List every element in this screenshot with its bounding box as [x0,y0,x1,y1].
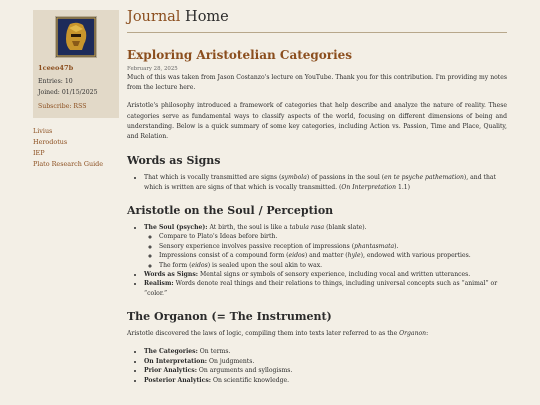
section-heading-soul-perception: Aristotle on the Soul / Perception [127,204,334,218]
signs-list [127,173,507,192]
organon-list [127,347,507,385]
list-item: • That which is vocally transmitted are signs (symbola) of passions in the soul (en te psyche pathemation), and that which is written are signs of that which is vocally transmitted. (On Interpretation 1.1) [144,173,507,192]
list-item: ◦ The form (eidos) is sealed upon the soul akin to wax. [159,261,507,270]
soul-sublist [144,232,507,270]
post-intro: Much of this was taken from Jason Costanzo's lecture on YouTube. Thank you for this contribution. I'm providing my notes from the lecture here. [127,74,507,92]
sidebar [33,10,119,171]
list-item: • On Interpretation: On judgments. [144,357,507,366]
list-item: • Prior Analytics: On arguments and syllogisms. [144,366,507,375]
entries-count: Entries: 10 [38,78,73,85]
list-item: ◦ Sensory experience involves passive reception of impressions (phantasmata). [159,242,507,251]
username[interactable]: 1ceeo47b [38,64,74,72]
link-herodotus[interactable]: Herodotus [33,138,68,146]
section-heading-organon: The Organon (= The Instrument) [127,310,332,324]
site-title[interactable] [127,9,507,33]
list-item: • Posterior Analytics: On scientific knowledge. [144,376,507,385]
avatar[interactable] [55,16,97,58]
site-brand: Journal [127,9,181,25]
post-date: February 28, 2025 [127,66,178,72]
site-title-rest: Home [180,9,229,25]
sidebar-links [33,127,119,169]
soul-list [127,223,507,298]
link-iep[interactable]: IEP [33,149,45,157]
subscribe-rss-link[interactable]: Subscribe: RSS [38,103,87,110]
list-item: • The Soul (psyche): At birth, the soul is like a tabula rasa (blank slate). ◦ Compare to Plato's Ideas before birth. ◦ Sensory experience involves passive reception of impressions (phantasmata). ◦ Impressions consist of a compound form (eidos) and matter (hyle), endowed with various properties. ◦ The form (eidos) is sealed upon the soul akin to wax. [144,223,507,270]
link-plato-research-guide[interactable]: Plato Research Guide [33,160,103,168]
joined-date: Joined: 01/15/2025 [38,89,98,96]
list-item: ◦ Impressions consist of a compound form (eidos) and matter (hyle), endowed with various properties. [159,251,507,260]
post-summary: Aristotle's philosophy introduced a framework of categories that help describe and analyze the nature of reality. These categories serve as fundamental ways to classify aspects of the world, focusing on different dimensions of being and understanding. Below is a quick summary of some key categories, including Action vs. Passion, Time and Place, Quality, and Relation. [127,102,507,141]
organon-intro: Aristotle discovered the laws of logic, compiling them into texts later referred to as the Organon: [127,330,429,338]
list-item: • The Categories: On terms. [144,347,507,356]
main-content [127,9,507,391]
link-livius[interactable]: Livius [33,127,53,135]
profile-card [33,10,119,118]
post-title[interactable]: Exploring Aristotelian Categories [127,48,353,62]
list-item: • Words as Signs: Mental signs or symbols of sensory experience, including vocal and written utterances. [144,270,507,279]
list-item: • Realism: Words denote real things and their relations to things, including universal concepts such as “animal” or “color.” [144,279,507,298]
list-item: ◦ Compare to Plato's Ideas before birth. [159,232,507,241]
section-heading-words-as-signs: Words as Signs [127,154,221,168]
